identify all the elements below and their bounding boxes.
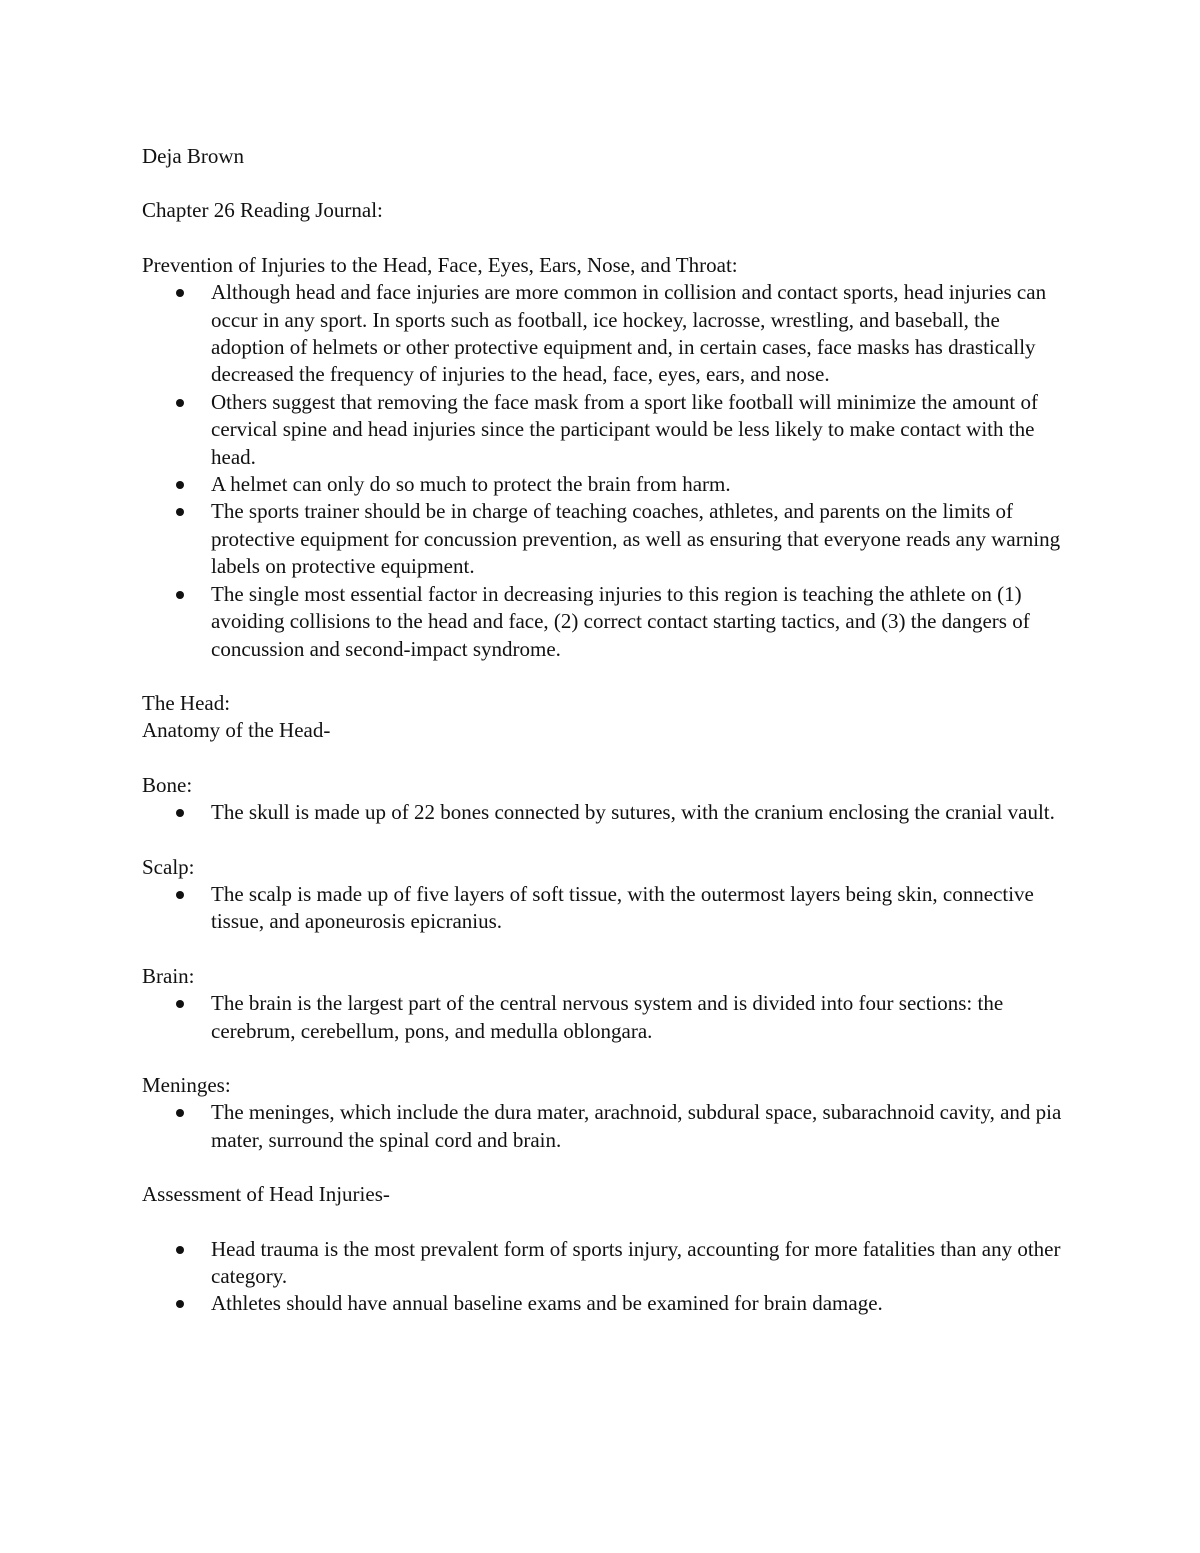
list-item: [142, 1236, 1062, 1291]
list-item-text: A helmet can only do so much to protect the brain from harm.: [211, 472, 731, 497]
list-item: [142, 799, 1062, 826]
assessment-list: [142, 1236, 1062, 1318]
bullet-icon: [176, 1000, 184, 1008]
document-page: [142, 143, 1062, 1318]
head-anatomy-subheading: Anatomy of the Head-: [142, 718, 331, 743]
bullet-icon: [176, 1246, 184, 1254]
brain-heading: Brain:: [142, 963, 195, 988]
meninges-heading: Meninges:: [142, 1072, 231, 1097]
list-item: [142, 279, 1062, 389]
bullet-icon: [176, 809, 184, 817]
bullet-icon: [176, 891, 184, 899]
brain-list: [142, 990, 1062, 1045]
bullet-icon: [176, 1109, 184, 1117]
list-item: [142, 581, 1062, 663]
list-item-text: Head trauma is the most prevalent form of sports injury, accounting for more fatalities than any other category.: [211, 1236, 1061, 1288]
list-item: [142, 881, 1062, 936]
list-item-text: Although head and face injuries are more common in collision and contact sports, head injuries can occur in any sport. In sports such as football, ice hockey, lacrosse, wrestling, and baseball, the adoption of helmets or other protective equipment and, in certain cases, face masks has drastically decreased the frequency of injuries to the head, face, eyes, ears, and nose.: [211, 280, 1047, 387]
prevention-heading: Prevention of Injuries to the Head, Face, Eyes, Ears, Nose, and Throat:: [142, 252, 738, 277]
list-item-text: The skull is made up of 22 bones connected by sutures, with the cranium enclosing the cranial vault.: [211, 800, 1055, 825]
bullet-icon: [176, 1300, 184, 1308]
list-item-text: The scalp is made up of five layers of soft tissue, with the outermost layers being skin, connective tissue, and aponeurosis epicranius.: [211, 881, 1034, 934]
scalp-heading: Scalp:: [142, 854, 195, 879]
bullet-icon: [176, 289, 184, 297]
bullet-icon: [176, 481, 184, 489]
list-item-text: The brain is the largest part of the central nervous system and is divided into four sections: the cerebrum, cerebellum, pons, and medulla oblongara.: [211, 991, 1004, 1043]
list-item: [142, 1290, 1062, 1317]
document-title: Chapter 26 Reading Journal:: [142, 198, 383, 223]
assessment-heading: Assessment of Head Injuries-: [142, 1182, 390, 1207]
list-item: [142, 990, 1062, 1045]
list-item: [142, 1099, 1062, 1154]
bone-heading: Bone:: [142, 772, 193, 797]
prevention-list: [142, 279, 1062, 663]
meninges-list: [142, 1099, 1062, 1154]
head-heading: The Head:: [142, 690, 231, 715]
bullet-icon: [176, 399, 184, 407]
bullet-icon: [176, 508, 184, 516]
list-item: [142, 498, 1062, 580]
author-name: Deja Brown: [142, 144, 245, 168]
list-item-text: The meninges, which include the dura mater, arachnoid, subdural space, subarachnoid cavity, and pia mater, surround the spinal cord and brain.: [211, 1100, 1062, 1152]
scalp-list: [142, 881, 1062, 936]
list-item-text: The single most essential factor in decreasing injuries to this region is teaching the athlete on (1) avoiding collisions to the head and face, (2) correct contact starting tactics, and (3) the dangers of concussion and second-impact syndrome.: [211, 581, 1030, 661]
list-item: [142, 389, 1062, 471]
list-item: [142, 471, 1062, 498]
bullet-icon: [176, 591, 184, 599]
list-item-text: The sports trainer should be in charge of teaching coaches, athletes, and parents on the limits of protective equipment for concussion prevention, as well as ensuring that everyone reads any warning labels on protective equipment.: [211, 499, 1061, 579]
list-item-text: Others suggest that removing the face mask from a sport like football will minimize the amount of cervical spine and head injuries since the participant would be less likely to make contact with the head.: [211, 389, 1038, 469]
list-item-text: Athletes should have annual baseline exams and be examined for brain damage.: [211, 1291, 883, 1316]
bone-list: [142, 799, 1062, 826]
